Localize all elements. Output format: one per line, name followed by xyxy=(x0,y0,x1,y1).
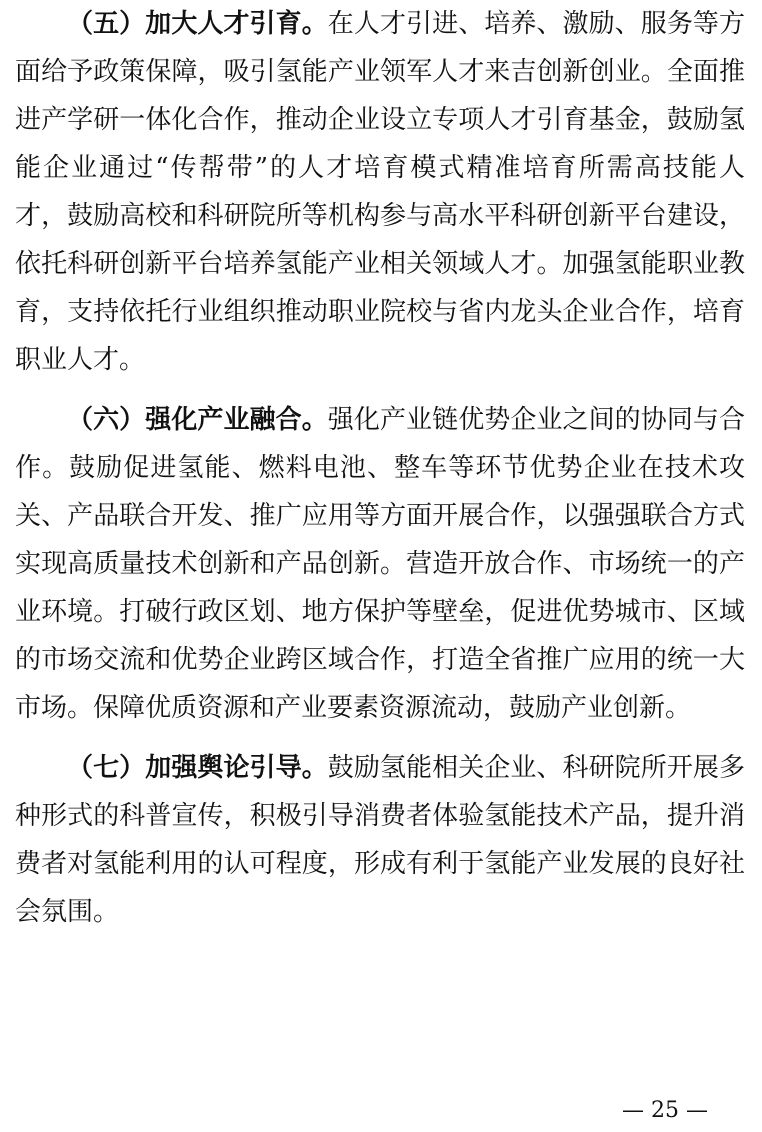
paragraph-7-line-2: 种形式的科普宣传，积极引导消费者体验氢能技术产品，提升消 xyxy=(15,801,745,831)
paragraph-6-line-6: 的市场交流和优势企业跨区域合作，打造全省推广应用的统一大 xyxy=(15,645,745,675)
paragraph-6-line-4: 实现高质量技术创新和产品创新。营造开放合作、市场统一的产 xyxy=(15,549,745,579)
paragraph-5-line-5: 才，鼓励高校和科研院所等机构参与高水平科研创新平台建设， xyxy=(15,201,745,231)
paragraph-6-line-1 xyxy=(67,396,745,444)
paragraph-5-line-7: 育，支持依托行业组织推动职业院校与省内龙头企业合作，培育 xyxy=(15,297,745,327)
paragraph-6-text: 强化产业链优势企业之间的协同与合 xyxy=(327,405,745,435)
paragraph-7-line-1 xyxy=(67,744,745,792)
paragraph-5-line-2: 面给予政策保障，吸引氢能产业领军人才来吉创新创业。全面推 xyxy=(15,57,745,87)
paragraph-7-line-3: 费者对氢能利用的认可程度，形成有利于氢能产业发展的良好社 xyxy=(15,849,745,879)
paragraph-5-text: 在人才引进、培养、激励、服务等方 xyxy=(327,9,745,39)
paragraph-5-heading: （五）加大人才引育。 xyxy=(67,9,328,39)
paragraph-7-line-4: 会氛围。 xyxy=(15,897,120,927)
paragraph-7-heading: （七）加强舆论引导。 xyxy=(67,753,328,783)
paragraph-7-text: 鼓励氢能相关企业、科研院所开展多 xyxy=(327,753,745,783)
paragraph-6-line-5: 业环境。打破行政区划、地方保护等壁垒，促进优势城市、区域 xyxy=(15,597,745,627)
page-number: — 25 — xyxy=(622,1098,708,1123)
paragraph-5-line-3: 进产学研一体化合作，推动企业设立专项人才引育基金，鼓励氢 xyxy=(15,105,745,135)
paragraph-5-line-4: 能企业通过“传帮带”的人才培育模式精准培育所需高技能人 xyxy=(15,153,745,183)
paragraph-5-line-1 xyxy=(67,0,745,48)
paragraph-6-line-3: 关、产品联合开发、推广应用等方面开展合作，以强强联合方式 xyxy=(15,501,745,531)
paragraph-5-line-6: 依托科研创新平台培养氢能产业相关领域人才。加强氢能职业教 xyxy=(15,249,745,279)
paragraph-6-line-7: 市场。保障优质资源和产业要素资源流动，鼓励产业创新。 xyxy=(15,693,692,723)
paragraph-5-line-8: 职业人才。 xyxy=(15,345,146,375)
paragraph-6-line-2: 作。鼓励促进氢能、燃料电池、整车等环节优势企业在技术攻 xyxy=(15,453,745,483)
paragraph-6-heading: （六）强化产业融合。 xyxy=(67,405,328,435)
